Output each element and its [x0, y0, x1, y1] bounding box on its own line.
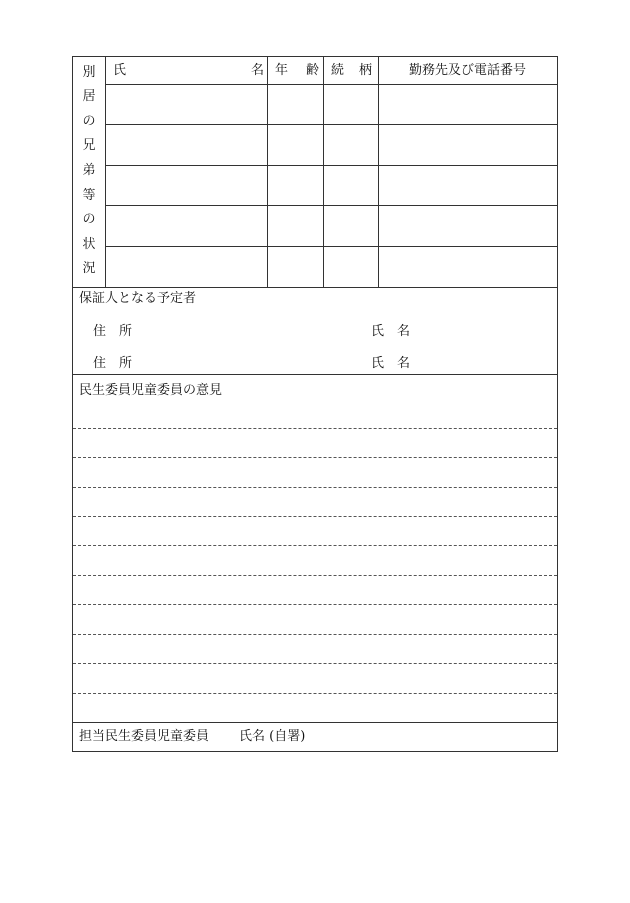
opinion-writing-area[interactable]	[73, 415, 557, 720]
footer-signature-label: 氏名 (自署)	[239, 729, 306, 744]
side-label-char: 状	[82, 237, 96, 252]
siblings-side-label	[73, 57, 105, 287]
opinion-section	[73, 375, 557, 722]
writing-line	[73, 693, 557, 694]
guarantor-address-label: 住 所	[93, 324, 133, 339]
side-label-char: 居	[82, 89, 96, 104]
header-relation-right: 柄	[359, 63, 373, 78]
writing-line	[73, 604, 557, 605]
header-workplace: 勤務先及び電話番号	[409, 63, 527, 78]
side-label-char: 弟	[82, 163, 96, 178]
siblings-header-row	[105, 57, 557, 84]
guarantor-name-label: 氏 名	[371, 324, 411, 339]
writing-line	[73, 428, 557, 429]
writing-line	[73, 663, 557, 664]
guarantor-section	[73, 288, 557, 374]
table-row	[105, 125, 557, 165]
header-name-right: 名	[251, 63, 265, 78]
writing-line	[73, 487, 557, 488]
table-row	[105, 166, 557, 205]
header-name-left: 氏	[113, 63, 127, 78]
table-row	[105, 206, 557, 246]
side-label-char: 別	[82, 65, 96, 80]
writing-line	[73, 545, 557, 546]
guarantor-address-label: 住 所	[93, 356, 133, 371]
table-row	[105, 247, 557, 287]
table-row	[105, 85, 557, 124]
header-relation-left: 続	[331, 63, 345, 78]
footer-signature-row	[73, 723, 557, 751]
writing-line	[73, 457, 557, 458]
header-age-right: 齢	[306, 63, 320, 78]
side-label-char: の	[82, 212, 96, 227]
header-age-left: 年	[275, 63, 289, 78]
siblings-section	[73, 57, 557, 287]
application-form	[72, 56, 558, 752]
guarantor-title: 保証人となる予定者	[79, 291, 197, 306]
writing-line	[73, 516, 557, 517]
side-label-char: 等	[82, 188, 96, 203]
writing-line	[73, 634, 557, 635]
writing-line	[73, 575, 557, 576]
side-label-char: の	[82, 114, 96, 129]
side-label-char: 況	[82, 261, 96, 276]
footer-role-label: 担当民生委員児童委員	[79, 729, 210, 744]
guarantor-name-label: 氏 名	[371, 356, 411, 371]
opinion-title: 民生委員児童委員の意見	[79, 383, 223, 398]
side-label-char: 兄	[82, 138, 96, 153]
